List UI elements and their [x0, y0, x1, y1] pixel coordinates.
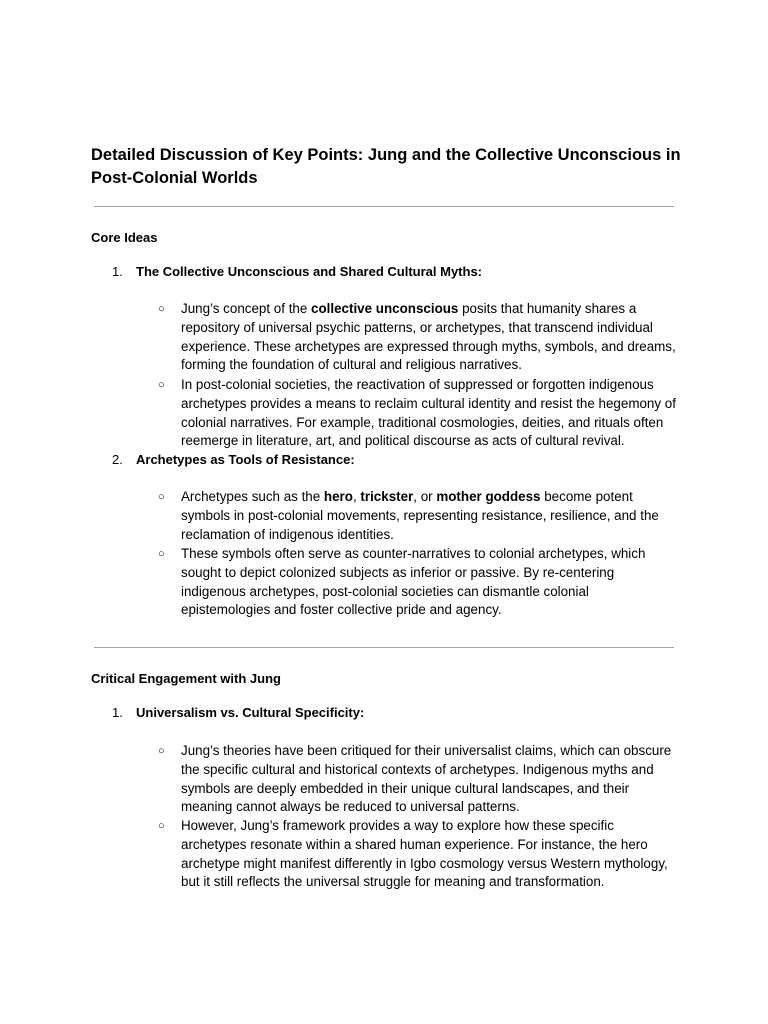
- bullet-paragraph: In post-colonial societies, the reactivation of suppressed or forgotten indigenous archetypes provides a means to reclaim cultural identity and resist the hegemony of colonial narratives. For example, traditional cosmologies, deities, and rituals often reemerge in literature, art, and political discourse as acts of cultural revival.: [181, 377, 676, 449]
- horizontal-divider: [94, 647, 674, 648]
- bullet-paragraph: Jung’s concept of the collective unconscious posits that humanity shares a repository of universal psychic patterns, or archetypes, that transcend individual experience. These archetypes are expressed through myths, symbols, and dreams, forming the foundation of cultural and religious narratives.: [181, 301, 676, 373]
- bullet-paragraph: Jung’s theories have been critiqued for their universalist claims, which can obscure the specific cultural and historical contexts of archetypes. Indigenous myths and symbols are deeply embedded in their unique cultural landscapes, and their meaning cannot always be reduced to universal patterns.: [181, 743, 672, 815]
- list-number: 1.: [112, 705, 123, 720]
- section-heading-critical-engagement: Critical Engagement with Jung: [91, 671, 281, 686]
- list-item-title: Universalism vs. Cultural Specificity:: [136, 705, 365, 720]
- hollow-bullet-icon: ○: [158, 745, 165, 757]
- hollow-bullet-icon: ○: [158, 820, 165, 832]
- bullet-paragraph: These symbols often serve as counter-narratives to colonial archetypes, which sought to depict colonized subjects as inferior or passive. By re-centering indigenous archetypes, post-colonial societies can dismantle colonial epistemologies and foster collective pride and agency.: [181, 546, 646, 618]
- list-number: 2.: [112, 452, 123, 467]
- list-number: 1.: [112, 264, 123, 279]
- section-heading-core-ideas: Core Ideas: [91, 230, 158, 245]
- hollow-bullet-icon: ○: [158, 379, 165, 391]
- hollow-bullet-icon: ○: [158, 548, 165, 560]
- list-item-title: The Collective Unconscious and Shared Cultural Myths:: [136, 264, 483, 279]
- bullet-paragraph: Archetypes such as the hero, trickster, or mother goddess become potent symbols in post-colonial movements, representing resistance, resilience, and the reclamation of indigenous identities.: [181, 489, 659, 542]
- bullet-paragraph: However, Jung’s framework provides a way to explore how these specific archetypes resonate within a shared human experience. For instance, the hero archetype might manifest differently in Igbo cosmology versus Western mythology, but it still reflects the universal struggle for meaning and transformation.: [181, 818, 668, 890]
- hollow-bullet-icon: ○: [158, 491, 165, 503]
- hollow-bullet-icon: ○: [158, 303, 165, 315]
- horizontal-divider: [94, 206, 674, 207]
- document-title: Detailed Discussion of Key Points: Jung and the Collective Unconscious in Post-Colonial Worlds: [91, 146, 681, 187]
- list-item-title: Archetypes as Tools of Resistance:: [136, 452, 355, 467]
